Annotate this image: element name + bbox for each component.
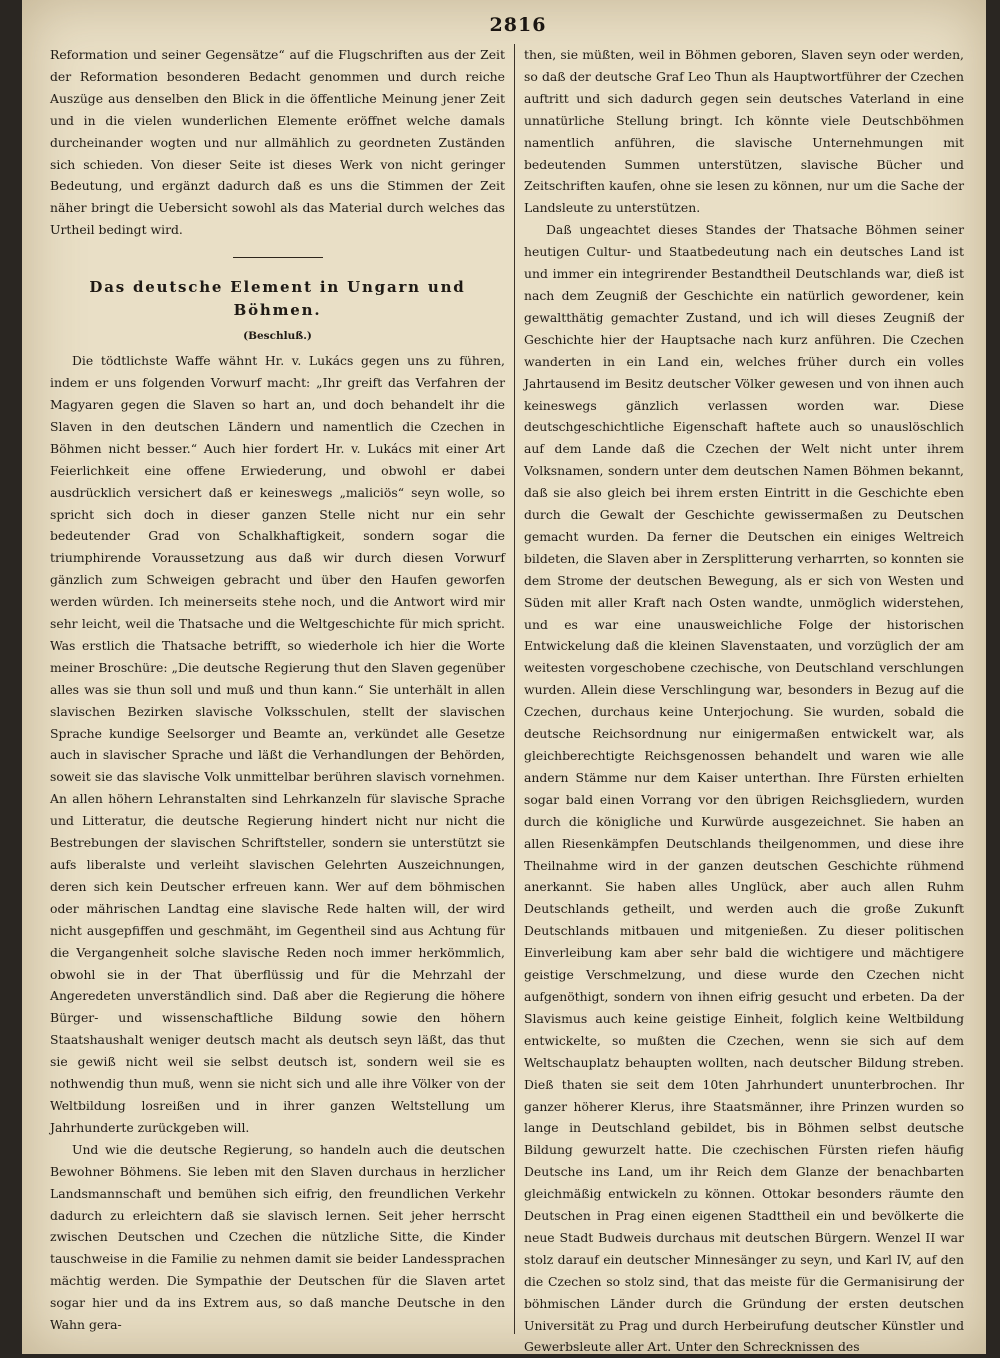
section-separator <box>233 257 323 258</box>
body-paragraph: then, sie müßten, weil in Böhmen geboren, Slaven seyn oder werden, so daß der deutsche Graf Leo Thun als Hauptwortführer der Czechen auftritt und sich dadurch gegen sein deutsches Vaterland in eine unnatürliche Stellung bringt. Ich könnte viele Deutschböhmen namentlich anführen, die slavische Unternehmungen mit bedeutenden Summen unterstützen, slavische Bücher und Zeitschriften kaufen, ohne sie lesen zu können, nur um die Sache der Landsleute zu unterstützen. <box>524 47 964 216</box>
column-divider <box>514 44 515 1334</box>
newspaper-page <box>22 0 986 1354</box>
right-column <box>524 44 964 1358</box>
body-paragraph: Daß ungeachtet dieses Standes der Thatsache Böhmen seiner heutigen Cultur- und Staatbedeutung nach ein deutsches Land ist und immer ein integrirender Bestandtheil Deutschlands war, dieß ist nach dem Zeugniß der Geschichte ein natürlich gewordener, kein gewaltthätig gemachter Zustand, und ich will dieses Zeugniß der Geschichte hier der Hauptsache nach kurz anführen. Die Czechen wanderten in ein Land ein, welches früher durch ein volles Jahrtausend im Besitz deutscher Völker gewesen und von ihnen auch keineswegs gänzlich verlassen worden war. Diese deutschgeschichtliche Eigenschaft haftete auch so unauslöschlich auf dem Lande daß die Czechen der Welt nicht unter ihrem Volksnamen, sondern unter dem deutschen Namen Böhmen bekannt, daß sie also gleich bei ihrem ersten Eintritt in die Geschichte eben durch die Gewalt der Geschichte gewissermaßen zu Deutschen gemacht wurden. Da ferner die Deutschen ein einiges Weltreich bildeten, die Slaven aber in Zersplitterung verharrten, so konnten sie dem Strome der deutschen Bewegung, als er sich von Westen und Süden mit aller Kraft nach Osten wandte, unmöglich widerstehen, und es war eine unausweichliche Folge der historischen Entwickelung daß die kleinen Slavenstaaten, und vorzüglich der am weitesten vorgeschobene czechische, von Deutschland verschlungen wurden. Allein diese Verschlingung war, besonders in Bezug auf die Czechen, durchaus keine Unterjochung. Sie wurden, sobald die deutsche Reichsordnung nur einigermaßen entwickelt war, als gleichberechtigte Reichsgenossen behandelt und waren wie alle andern Stämme nur dem Kaiser unterthan. Ihre Fürsten erhielten sogar bald einen Vorrang vor den übrigen Reichsgliedern, wurden durch die königliche und Kurwürde ausgezeichnet. Sie haben an allen Riesenkämpfen Deutschlands theilgenommen, und diese ihre Theilnahme wird in der ganzen deutschen Geschichte rühmend anerkannt. Sie haben alles Unglück, aber auch allen Ruhm Deutschlands getheilt, und werden auch die große Zukunft Deutschlands mitbauen und mitgenießen. Zu dieser politischen Einverleibung kam aber sehr bald die wichtigere und mächtigere geistige Verschmelzung, und diese wurde den Czechen nicht aufgenöthigt, sondern von ihnen eifrig gesucht und erbeten. Da der Slavismus auch keine geistige Einheit, folglich keine Weltbildung entwickelte, so mußten die Czechen, wenn sie sich auf dem Weltschauplatz behaupten wollten, nach deutscher Bildung streben. Dieß thaten sie seit dem 10ten Jahrhundert ununterbrochen. Ihr ganzer höherer Klerus, ihre Staatsmänner, ihre Prinzen wurden so lange in Deutschland gebildet, bis in Böhmen selbst deutsche Bildung gewurzelt hatte. Die czechischen Fürsten riefen häufig Deutsche ins Land, um ihr Reich dem Glanze der benachbarten gleichmäßig entwickeln zu können. Ottokar besonders räumte den Deutschen in Prag einen eigenen Stadttheil ein und bevölkerte die neue Stadt Budweis durchaus mit deutschen Bürgern. Wenzel II war stolz darauf ein deutscher Minnesänger zu seyn, und Karl IV, auf den die Czechen so stolz sind, that das meiste für die Germanisirung der böhmischen Länder durch die Gründung der ersten deutschen Universität zu Prag und durch Herbeirufung deutscher Künstler und Gewerbsleute aller Art. Unter den Schrecknissen des <box>524 222 964 1355</box>
article-note: (Beschluß.) <box>243 330 312 343</box>
body-paragraph: Die tödtlichste Waffe wähnt Hr. v. Lukács gegen uns zu führen, indem er uns folgenden Vorwurf macht: „Ihr greift das Verfahren der Magyaren gegen die Slaven so hart an, und doch behandelt ihr die Slaven in den deutschen Ländern und namentlich die Czechen in Böhmen nicht besser.“ Auch hier fordert Hr. v. Lukács mit einer Art Feierlichkeit eine offene Erwiederung, und obwohl er dabei ausdrücklich versichert daß er keineswegs „maliciös“ seyn wolle, so spricht sich doch in dieser ganzen Stelle nicht nur ein sehr bedeutender Grad von Schalkhaftigkeit, sondern sogar die triumphirende Voraussetzung aus daß wir durch diesen Vorwurf gänzlich zum Schweigen gebracht und über den Haufen geworfen werden würden. Ich meinerseits stehe noch, und die Antwort wird mir sehr leicht, weil die Thatsache und die Weltgeschichte für mich spricht. Was erstlich die Thatsache betrifft, so wiederhole ich hier die Worte meiner Broschüre: „Die deutsche Regierung thut den Slaven gegenüber alles was sie thun soll und muß und thun kann.“ Sie unterhält in allen slavischen Bezirken slavische Volksschulen, stellt der slavischen Sprache kundige Seelsorger und Beamte an, verkündet alle Gesetze auch in slavischer Sprache und läßt die Verhandlungen der Behörden, soweit sie das slavische Volk unmittelbar berühren slavisch vornehmen. An allen höhern Lehranstalten sind Lehrkanzeln für slavische Sprache und Litteratur, die deutsche Regierung hindert nicht nur nicht die Bestrebungen der slavischen Schriftsteller, sondern sie unterstützt sie aufs liberalste und verleiht slavischen Gelehrten Auszeichnungen, deren sich kein Deutscher erfreuen kann. Wer auf dem böhmischen oder mährischen Landtag eine slavische Rede halten will, der wird nicht ausgepfiffen und geschmäht, im Gegentheil sind aus Achtung für die Vergangenheit solche slavische Reden noch immer herkömmlich, obwohl sie in der That überflüssig und für die Mehrzahl der Angeredeten unverständlich sind. Daß aber die Regierung die höhere Bürger- und wissenschaftliche Bildung sowie den höhern Staatshaushalt weniger deutsch macht als deutsch seyn läßt, das thut sie gewiß nicht weil sie selbst deutsch ist, sondern weil sie es nothwendig thun muß, wenn sie nicht sich und alle ihre Völker von der Weltbildung losreißen und in ihrer ganzen Weltstellung um Jahrhunderte zurückgeben will. <box>50 353 505 1135</box>
left-column <box>50 44 505 1336</box>
page-number: 2816 <box>489 14 547 36</box>
article-title: Das deutsche Element in Ungarn und Böhmen. <box>89 278 466 320</box>
intro-paragraph: Reformation und seiner Gegensätze“ auf die Flugschriften aus der Zeit der Reformation besonderen Bedacht genommen und durch reiche Auszüge aus denselben den Blick in die öffentliche Meinung jener Zeit und in die vielen wunderlichen Elemente eröffnet welche damals durcheinander wogten und nur allmählich zu geordneten Zuständen sich schieden. Von dieser Seite ist dieses Werk von nicht geringer Bedeutung, und ergänzt dadurch daß es uns die Stimmen der Zeit näher bringt die Uebersicht sowohl als das Material durch welches das Urtheil bedingt wird. <box>50 47 505 238</box>
body-paragraph: Und wie die deutsche Regierung, so handeln auch die deutschen Bewohner Böhmens. Sie leben mit den Slaven durchaus in herzlicher Landsmannschaft und bemühen sich eifrig, den freundlichen Verkehr dadurch zu erleichtern daß sie slavisch lernen. Seit jeher herrscht zwischen Deutschen und Czechen die nützliche Sitte, die Kinder tauschweise in die Familie zu nehmen damit sie beider Landessprachen mächtig werden. Die Sympathie der Deutschen für die Slaven artet sogar hier und da ins Extrem aus, so daß manche Deutsche in den Wahn gera- <box>50 1141 505 1333</box>
